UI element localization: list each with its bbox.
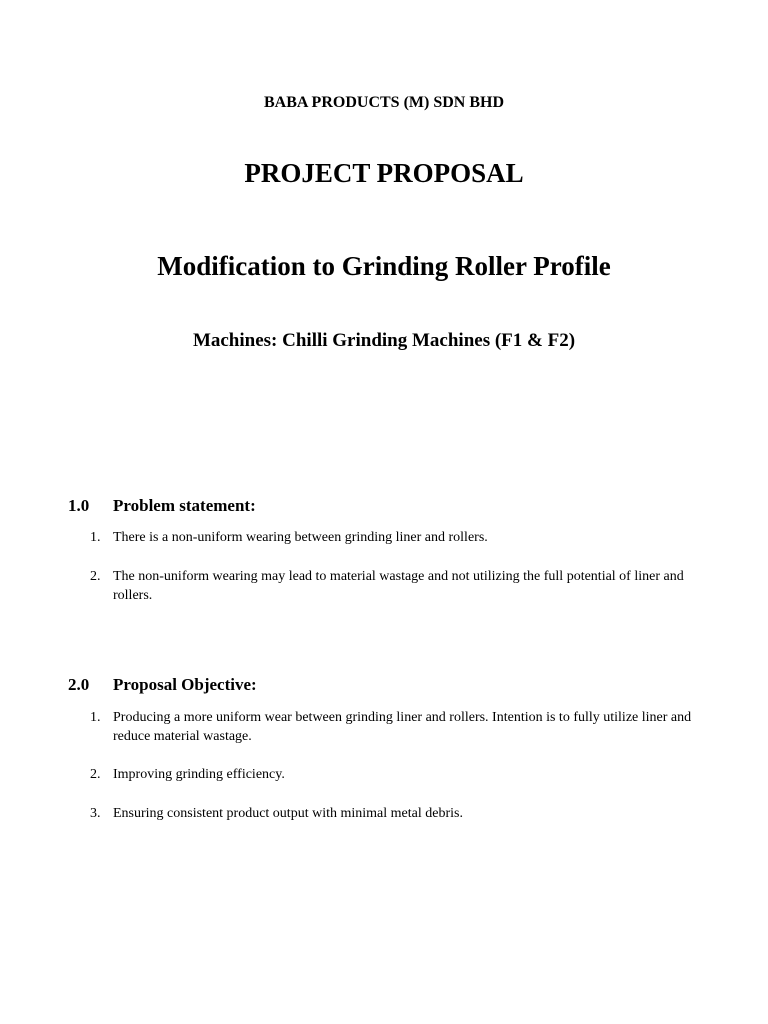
list-item-text: Producing a more uniform wear between grinding liner and rollers. Intention is to fully utilize liner and reduce material wastage. — [113, 710, 692, 744]
list-item-text: The non-uniform wearing may lead to material wastage and not utilizing the full potential of liner and rollers. — [113, 569, 684, 603]
company-name: BABA PRODUCTS (M) SDN BHD — [263, 94, 504, 111]
list-item-text: There is a non-uniform wearing between grinding liner and rollers. — [113, 530, 488, 545]
list-item-text: Ensuring consistent product output with minimal metal debris. — [113, 806, 463, 821]
list-marker: 1. — [90, 710, 101, 725]
page-title: Modification to Grinding Roller Profile — [157, 251, 611, 281]
section-heading-proposal-objective — [68, 675, 257, 695]
section-number: 2.0 — [68, 675, 90, 694]
list-marker: 1. — [90, 530, 101, 545]
list-item — [90, 709, 700, 746]
list-marker: 2. — [90, 767, 101, 782]
section-heading-problem-statement — [68, 496, 256, 516]
list-marker: 3. — [90, 806, 101, 821]
section-title: Proposal Objective: — [113, 675, 257, 694]
machines-subtitle: Machines: Chilli Grinding Machines (F1 & F2) — [192, 330, 576, 351]
section-title: Problem statement: — [113, 496, 256, 515]
section-number: 1.0 — [68, 496, 90, 515]
list-item — [90, 805, 700, 824]
list-marker: 2. — [90, 569, 101, 584]
list-item — [90, 766, 700, 785]
document-type: PROJECT PROPOSAL — [244, 158, 524, 188]
list-item — [90, 529, 700, 548]
list-item-text: Improving grinding efficiency. — [113, 767, 285, 782]
list-item — [90, 568, 700, 605]
